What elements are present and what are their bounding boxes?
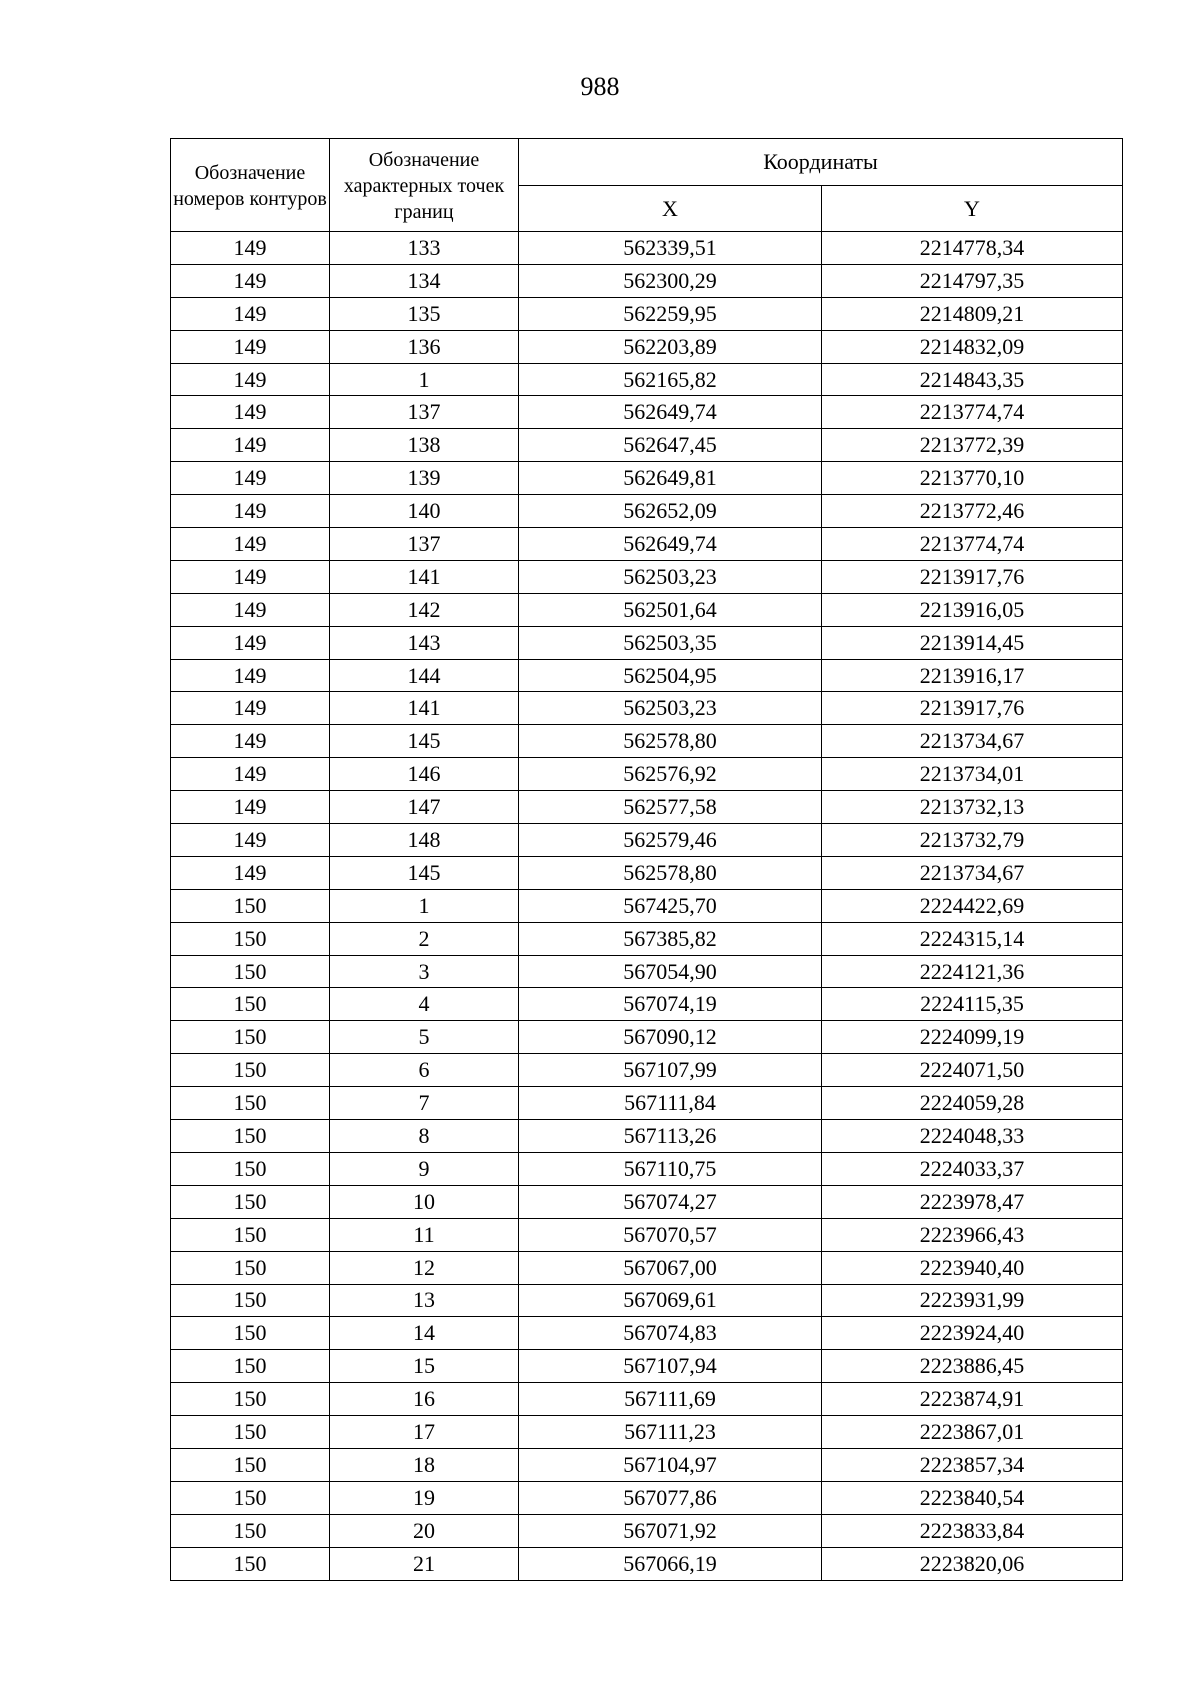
contour-cell: 149: [171, 330, 330, 363]
y-cell: 2224315,14: [822, 922, 1123, 955]
contour-cell: 150: [171, 1448, 330, 1481]
table-row: [171, 889, 1123, 922]
y-cell: 2213732,13: [822, 791, 1123, 824]
contour-cell: 149: [171, 593, 330, 626]
x-cell: 562579,46: [519, 824, 822, 857]
table-body: [171, 232, 1123, 1581]
table-row: [171, 462, 1123, 495]
contour-cell: 149: [171, 626, 330, 659]
y-cell: 2224071,50: [822, 1054, 1123, 1087]
header-x: X: [519, 186, 822, 232]
point-cell: 1: [330, 889, 519, 922]
table-row: [171, 1383, 1123, 1416]
y-cell: 2224099,19: [822, 1021, 1123, 1054]
point-cell: 11: [330, 1218, 519, 1251]
point-cell: 134: [330, 264, 519, 297]
x-cell: 567066,19: [519, 1547, 822, 1580]
table-row: [171, 988, 1123, 1021]
y-cell: 2223940,40: [822, 1251, 1123, 1284]
contour-cell: 150: [171, 1120, 330, 1153]
point-cell: 19: [330, 1481, 519, 1514]
point-cell: 135: [330, 297, 519, 330]
table-row: [171, 495, 1123, 528]
x-cell: 567111,84: [519, 1087, 822, 1120]
point-cell: 1: [330, 363, 519, 396]
x-cell: 562649,74: [519, 528, 822, 561]
x-cell: 562578,80: [519, 725, 822, 758]
x-cell: 567054,90: [519, 955, 822, 988]
contour-cell: 150: [171, 988, 330, 1021]
x-cell: 567111,23: [519, 1416, 822, 1449]
contour-cell: 150: [171, 1383, 330, 1416]
page-number: 988: [580, 72, 620, 101]
x-cell: 562300,29: [519, 264, 822, 297]
contour-cell: 150: [171, 1152, 330, 1185]
table-row: [171, 363, 1123, 396]
table-row: [171, 232, 1123, 265]
contour-cell: 149: [171, 824, 330, 857]
header-y: Y: [822, 186, 1123, 232]
x-cell: 562165,82: [519, 363, 822, 396]
table-row: [171, 1514, 1123, 1547]
x-cell: 567425,70: [519, 889, 822, 922]
x-cell: 567110,75: [519, 1152, 822, 1185]
table-row: [171, 1120, 1123, 1153]
table-row: [171, 297, 1123, 330]
x-cell: 567070,57: [519, 1218, 822, 1251]
y-cell: 2213772,39: [822, 429, 1123, 462]
table-row: [171, 429, 1123, 462]
point-cell: 146: [330, 758, 519, 791]
contour-cell: 150: [171, 1054, 330, 1087]
point-cell: 9: [330, 1152, 519, 1185]
point-cell: 140: [330, 495, 519, 528]
y-cell: 2213734,67: [822, 856, 1123, 889]
y-cell: 2224048,33: [822, 1120, 1123, 1153]
y-cell: 2214778,34: [822, 232, 1123, 265]
point-cell: 14: [330, 1317, 519, 1350]
contour-cell: 150: [171, 1350, 330, 1383]
y-cell: 2214843,35: [822, 363, 1123, 396]
y-cell: 2213732,79: [822, 824, 1123, 857]
y-cell: 2223867,01: [822, 1416, 1123, 1449]
table-row: [171, 1284, 1123, 1317]
x-cell: 567069,61: [519, 1284, 822, 1317]
table-row: [171, 692, 1123, 725]
y-cell: 2213916,05: [822, 593, 1123, 626]
table-row: [171, 955, 1123, 988]
contour-cell: 149: [171, 232, 330, 265]
y-cell: 2213770,10: [822, 462, 1123, 495]
x-cell: 567077,86: [519, 1481, 822, 1514]
contour-cell: 150: [171, 922, 330, 955]
x-cell: 567111,69: [519, 1383, 822, 1416]
y-cell: 2223874,91: [822, 1383, 1123, 1416]
contour-cell: 149: [171, 856, 330, 889]
table-row: [171, 856, 1123, 889]
contour-cell: 149: [171, 297, 330, 330]
table-row: [171, 1481, 1123, 1514]
contour-cell: 150: [171, 1416, 330, 1449]
y-cell: 2224115,35: [822, 988, 1123, 1021]
table-row: [171, 1416, 1123, 1449]
x-cell: 567071,92: [519, 1514, 822, 1547]
x-cell: 567107,94: [519, 1350, 822, 1383]
x-cell: 562503,23: [519, 692, 822, 725]
y-cell: 2224121,36: [822, 955, 1123, 988]
table-row: [171, 758, 1123, 791]
point-cell: 143: [330, 626, 519, 659]
point-cell: 141: [330, 692, 519, 725]
y-cell: 2224033,37: [822, 1152, 1123, 1185]
table-row: [171, 659, 1123, 692]
y-cell: 2213774,74: [822, 396, 1123, 429]
y-cell: 2214797,35: [822, 264, 1123, 297]
contour-cell: 150: [171, 1218, 330, 1251]
header-contour-numbers: Обозначение номеров контуров: [171, 139, 330, 232]
x-cell: 562259,95: [519, 297, 822, 330]
x-cell: 567107,99: [519, 1054, 822, 1087]
header-coordinates: Координаты: [519, 139, 1123, 186]
x-cell: 567074,19: [519, 988, 822, 1021]
point-cell: 17: [330, 1416, 519, 1449]
point-cell: 10: [330, 1185, 519, 1218]
table-row: [171, 1448, 1123, 1481]
point-cell: 145: [330, 856, 519, 889]
y-cell: 2223924,40: [822, 1317, 1123, 1350]
y-cell: 2213774,74: [822, 528, 1123, 561]
table-row: [171, 1021, 1123, 1054]
table-row: [171, 1152, 1123, 1185]
point-cell: 138: [330, 429, 519, 462]
y-cell: 2213772,46: [822, 495, 1123, 528]
point-cell: 20: [330, 1514, 519, 1547]
x-cell: 567067,00: [519, 1251, 822, 1284]
contour-cell: 150: [171, 1514, 330, 1547]
point-cell: 8: [330, 1120, 519, 1153]
y-cell: 2223833,84: [822, 1514, 1123, 1547]
x-cell: 562504,95: [519, 659, 822, 692]
contour-cell: 150: [171, 1317, 330, 1350]
table-row: [171, 1218, 1123, 1251]
contour-cell: 149: [171, 363, 330, 396]
table-row: [171, 824, 1123, 857]
point-cell: 21: [330, 1547, 519, 1580]
point-cell: 147: [330, 791, 519, 824]
table-row: [171, 1251, 1123, 1284]
point-cell: 137: [330, 528, 519, 561]
x-cell: 567385,82: [519, 922, 822, 955]
contour-cell: 150: [171, 1284, 330, 1317]
x-cell: 562339,51: [519, 232, 822, 265]
y-cell: 2213917,76: [822, 692, 1123, 725]
contour-cell: 149: [171, 659, 330, 692]
point-cell: 5: [330, 1021, 519, 1054]
point-cell: 136: [330, 330, 519, 363]
y-cell: 2214809,21: [822, 297, 1123, 330]
y-cell: 2223820,06: [822, 1547, 1123, 1580]
contour-cell: 149: [171, 396, 330, 429]
x-cell: 562203,89: [519, 330, 822, 363]
point-cell: 2: [330, 922, 519, 955]
y-cell: 2224059,28: [822, 1087, 1123, 1120]
contour-cell: 149: [171, 264, 330, 297]
x-cell: 567104,97: [519, 1448, 822, 1481]
point-cell: 3: [330, 955, 519, 988]
y-cell: 2223886,45: [822, 1350, 1123, 1383]
table-row: [171, 626, 1123, 659]
table-row: [171, 560, 1123, 593]
x-cell: 567090,12: [519, 1021, 822, 1054]
point-cell: 148: [330, 824, 519, 857]
contour-cell: 150: [171, 1087, 330, 1120]
contour-cell: 150: [171, 955, 330, 988]
x-cell: 567074,27: [519, 1185, 822, 1218]
x-cell: 562649,74: [519, 396, 822, 429]
contour-cell: 149: [171, 791, 330, 824]
x-cell: 562503,35: [519, 626, 822, 659]
contour-cell: 149: [171, 725, 330, 758]
contour-cell: 150: [171, 889, 330, 922]
table-row: [171, 396, 1123, 429]
x-cell: 567074,83: [519, 1317, 822, 1350]
x-cell: 562577,58: [519, 791, 822, 824]
y-cell: 2223966,43: [822, 1218, 1123, 1251]
table-row: [171, 264, 1123, 297]
table-row: [171, 922, 1123, 955]
x-cell: 562501,64: [519, 593, 822, 626]
x-cell: 562578,80: [519, 856, 822, 889]
y-cell: 2213734,01: [822, 758, 1123, 791]
point-cell: 137: [330, 396, 519, 429]
point-cell: 16: [330, 1383, 519, 1416]
point-cell: 15: [330, 1350, 519, 1383]
y-cell: 2214832,09: [822, 330, 1123, 363]
point-cell: 18: [330, 1448, 519, 1481]
point-cell: 7: [330, 1087, 519, 1120]
point-cell: 6: [330, 1054, 519, 1087]
x-cell: 562652,09: [519, 495, 822, 528]
coordinates-table: [170, 138, 1123, 1581]
table-row: [171, 791, 1123, 824]
contour-cell: 149: [171, 429, 330, 462]
x-cell: 562649,81: [519, 462, 822, 495]
contour-cell: 149: [171, 758, 330, 791]
table-row: [171, 1087, 1123, 1120]
contour-cell: 150: [171, 1481, 330, 1514]
contour-cell: 149: [171, 560, 330, 593]
header-row-top: [171, 139, 1123, 186]
y-cell: 2223978,47: [822, 1185, 1123, 1218]
table-row: [171, 593, 1123, 626]
y-cell: 2213914,45: [822, 626, 1123, 659]
x-cell: 567113,26: [519, 1120, 822, 1153]
y-cell: 2213917,76: [822, 560, 1123, 593]
y-cell: 2223857,34: [822, 1448, 1123, 1481]
x-cell: 562503,23: [519, 560, 822, 593]
table-row: [171, 1350, 1123, 1383]
table-row: [171, 1547, 1123, 1580]
contour-cell: 150: [171, 1251, 330, 1284]
y-cell: 2224422,69: [822, 889, 1123, 922]
table-row: [171, 1185, 1123, 1218]
contour-cell: 150: [171, 1185, 330, 1218]
y-cell: 2223931,99: [822, 1284, 1123, 1317]
contour-cell: 149: [171, 528, 330, 561]
table-row: [171, 1054, 1123, 1087]
table-row: [171, 725, 1123, 758]
table-row: [171, 1317, 1123, 1350]
y-cell: 2213734,67: [822, 725, 1123, 758]
point-cell: 145: [330, 725, 519, 758]
point-cell: 139: [330, 462, 519, 495]
contour-cell: 150: [171, 1547, 330, 1580]
point-cell: 4: [330, 988, 519, 1021]
point-cell: 142: [330, 593, 519, 626]
contour-cell: 149: [171, 495, 330, 528]
contour-cell: 149: [171, 692, 330, 725]
table-row: [171, 528, 1123, 561]
contour-cell: 150: [171, 1021, 330, 1054]
point-cell: 12: [330, 1251, 519, 1284]
y-cell: 2213916,17: [822, 659, 1123, 692]
x-cell: 562647,45: [519, 429, 822, 462]
y-cell: 2223840,54: [822, 1481, 1123, 1514]
header-boundary-points: Обозначение характерных точек границ: [330, 139, 519, 232]
point-cell: 141: [330, 560, 519, 593]
point-cell: 13: [330, 1284, 519, 1317]
contour-cell: 149: [171, 462, 330, 495]
table-row: [171, 330, 1123, 363]
point-cell: 133: [330, 232, 519, 265]
table-header: [171, 139, 1123, 232]
x-cell: 562576,92: [519, 758, 822, 791]
point-cell: 144: [330, 659, 519, 692]
